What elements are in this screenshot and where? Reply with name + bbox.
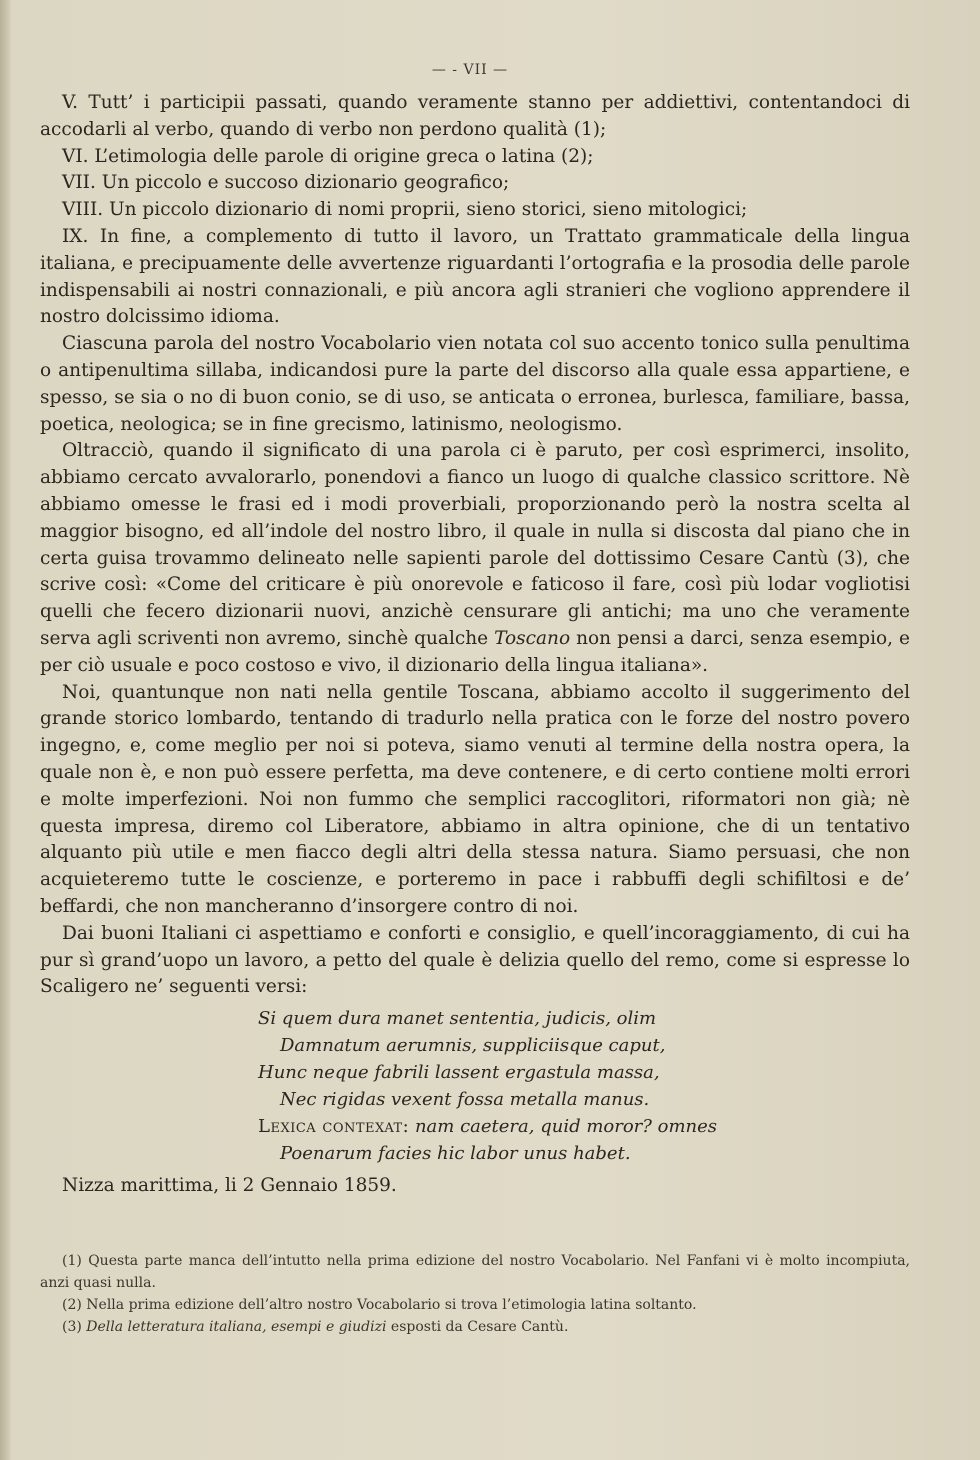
page-number: — - VII —	[431, 62, 509, 78]
verse-line: Damnatum aerumnis, suppliciisque caput,	[280, 1035, 666, 1057]
page-gutter	[0, 0, 10, 1460]
verse-line: Poenarum facies hic labor unus habet.	[280, 1143, 631, 1165]
footnote-1: (1) Questa parte manca dell’intutto nella prima edizione del nostro Vocabolario. Nel Fanfani vi è molto incompiuta, anzi quasi nulla.	[40, 1253, 910, 1291]
verse-line	[40, 1113, 910, 1140]
footnote-2: (2) Nella prima edizione dell’altro nostro Vocabolario si trova l’etimologia latina soltanto.	[62, 1297, 697, 1313]
list-item-vi: VI. L’etimologia delle parole di origine greca o latina (2);	[62, 145, 594, 167]
paragraph-cantu-quote	[40, 438, 910, 679]
list-item-v: V. Tutt’ i participii passati, quando veramente stanno per addiettivi, contentandoci di accodarli al verbo, quando di verbo non perdono qualità (1);	[40, 92, 910, 140]
list-item-viii: VIII. Un piccolo dizionario di nomi proprii, sieno storici, sieno mitologici;	[62, 199, 748, 221]
page-body	[40, 90, 910, 1200]
latin-verses	[40, 1005, 910, 1167]
verse-line: Si quem dura manet sententia, judicis, olim	[258, 1008, 657, 1030]
footnote-title: Della letteratura italiana, esempi e giudizi	[86, 1319, 387, 1335]
paragraph-tuscany: Noi, quantunque non nati nella gentile Toscana, abbiamo accolto il suggerimento del grande storico lombardo, tentando di tradurlo nella pratica con le forze del nostro povero ingegno, e, come meglio per noi si poteva, siamo venuti al termine della nostra opera, la quale non è, e non può essere perfetta, ma deve contenere, e di certo contiene molti errori e molte imperfezioni. Noi non fummo che semplici raccoglitori, riformatori non già; nè questa impresa, diremo col Liberatore, abbiamo in altra opinione, che di un tentativo alquanto più utile e men fiacco degli altri della stessa natura. Siamo persuasi, che non acquieteremo tutte le coscienze, e porteremo in pace i rabbuffi degli schifiltosi e de’ beffardi, che non mancheranno d’insorgere contro di noi.	[40, 681, 910, 917]
footnotes	[40, 1250, 910, 1338]
paragraph-text: Oltracciò, quando il significato di una parola ci è paruto, per così esprimerci, insolito, abbiamo cercato avvalorarlo, ponendovi a fianco un luogo di qualche classico scrittore. Nè abbiamo omesse le frasi ed i modi proverbiali, proporzionando però la nostra scelta al maggior bisogno, ed all’indole del nostro libro, il quale in nulla si discosta dal piano che in certa guisa trovammo delineato nelle sapienti parole del dottissimo Cesare Cantù (3), che scrive così: «Come del criticare è più onorevole e faticoso il fare, così più lodar vogliotisi quelli che fecero dizionarii nuovi, anzichè censurare gli antichi; ma uno che veramente serva agli scriventi non avremo, sinchè qualche	[40, 440, 910, 649]
footnote-number: (3)	[62, 1319, 82, 1335]
place-date: Nizza marittima, li 2 Gennaio 1859.	[62, 1175, 397, 1197]
verse-small-caps: Lexica contexat:	[258, 1116, 410, 1138]
paragraph-scaliger: Dai buoni Italiani ci aspettiamo e conforti e consiglio, e quell’incoraggiamento, di cui ha pur sì grand’uopo un lavoro, a petto del quale è delizia quello del remo, come si espresse lo Scaligero ne’ seguenti versi:	[40, 922, 910, 998]
footnote-3	[40, 1316, 910, 1338]
list-item-ix: IX. In fine, a complemento di tutto il lavoro, un Trattato grammaticale della lingua italiana, e precipuamente delle avvertenze riguardanti l’ortografia e la prosodia delle parole indispensabili ai nostri connazionali, e più ancora agli stranieri che vogliono apprendere il nostro dolcissimo idioma.	[40, 225, 910, 328]
verse-text: nam caetera, quid moror? omnes	[414, 1116, 718, 1138]
verse-line: Hunc neque fabrili lassent ergastula massa,	[258, 1062, 660, 1084]
paragraph-accent: Ciascuna parola del nostro Vocabolario vien notata col suo accento tonico sulla penultima o antipenultima sillaba, indicandosi pure la parte del discorso alla quale essa appartiene, e spesso, se sia o no di buon conio, se di uso, se anticata o erronea, burlesca, familiare, bassa, poetica, neologica; se in fine grecismo, latinismo, neologismo.	[40, 333, 910, 435]
verse-line: Nec rigidas vexent fossa metalla manus.	[280, 1089, 650, 1111]
italic-word: Toscano	[494, 627, 571, 649]
paragraph-text: non pensi a darci, senza esempio, e per ciò usuale e poco costoso e vivo, il dizionario della lingua italiana».	[40, 627, 910, 676]
list-item-vii: VII. Un piccolo e succoso dizionario geografico;	[62, 172, 510, 194]
footnote-text: esposti da Cesare Cantù.	[390, 1319, 569, 1335]
